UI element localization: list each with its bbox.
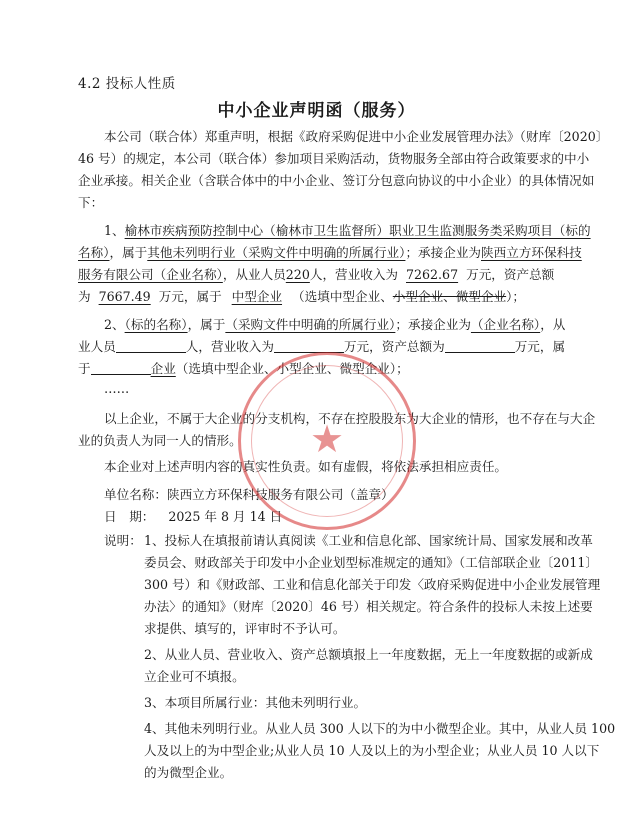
page-title: 中小企业声明函（服务）	[217, 101, 416, 121]
item1-line-1: 1、榆林市疾病预防控制中心（榆林市卫生监督所）职业卫生监测服务类采购项目（标的	[104, 223, 591, 238]
item2-line-3: 于 企业（选填中型企业、小型企业、微型企业）；	[78, 361, 409, 376]
project-name: 榆林市疾病预防控制中心（榆林市卫生监督所）职业卫生监测服务类采购项目（标的	[124, 223, 591, 238]
item1-line-2: 名称），属于其他未列明行业（采购文件中明确的所属行业）；承接企业为陕西立方环保科技	[78, 245, 582, 260]
blank-staff	[116, 338, 186, 353]
item1-line-4: 为 7667.49 万元，属于 中型企业 （选填中型企业、小型企业、微型企业）；	[78, 289, 526, 304]
intro-line-2: 46 号）的规定，本公司（联合体）参加项目采购活动，货物服务全部由符合政策要求的中小	[78, 151, 590, 166]
intro-line-4: 下：	[78, 195, 104, 210]
note1-line-5: 求提供、填写的，评审时不予认可。	[144, 621, 346, 636]
revenue-value: 7262.67	[406, 267, 459, 282]
intro-line-3: 企业承接。相关企业（含联合体中的中小企业、签订分包意向协议的中小企业）的具体情况如	[78, 173, 595, 188]
para-large-line-2: 业的负责人为同一人的情形。	[78, 433, 242, 448]
note4-line-3: 的为微型企业。	[144, 765, 233, 780]
industry-value: 其他未列明行业（采购文件中明确的所属行业）	[147, 245, 406, 260]
notes-label: 说明：	[104, 533, 142, 548]
note3: 3、本项目所属行业：其他未列明行业。	[144, 695, 367, 710]
note1-line-1: 1、投标人在填报前请认真阅读《工业和信息化部、国家统计局、国家发展和改革	[144, 533, 593, 548]
date-line: 日 期： 2025 年 8 月 14 日	[104, 509, 283, 524]
intro-line-1: 本公司（联合体）郑重声明，根据《政府采购促进中小企业发展管理办法》（财库〔2020〕	[104, 129, 609, 144]
ellipsis: ……	[104, 381, 130, 396]
unit-name-line: 单位名称：陕西立方环保科技服务有限公司（盖章）	[104, 487, 394, 502]
note1-line-2: 委员会、财政部关于印发中小企业划型标准规定的通知》（工信部联企业〔2011〕	[144, 555, 598, 570]
note4-line-1: 4、其他未列明行业。从业人员 300 人以下的为中小微型企业。其中，从业人员 100	[144, 721, 616, 736]
note2-line-2: 立企业可不填报。	[144, 669, 245, 684]
blank-assets	[445, 338, 515, 353]
note2-line-1: 2、从业人员、营业收入、资产总额填报上一年度数据，无上一年度数据的或新成	[144, 647, 593, 662]
para-large-line-1: 以上企业，不属于大企业的分支机构，不存在控股股东为大企业的情形，也不存在与大企	[104, 411, 596, 426]
seal-star-icon: ★	[309, 417, 345, 461]
para-truth: 本企业对上述声明内容的真实性负责。如有虚假，将依法承担相应责任。	[104, 459, 507, 474]
enterprise-type: 中型企业	[231, 289, 283, 304]
note1-line-4: 办法〉的通知》（财库〔2020〕46 号）相关规定。符合条件的投标人未按上述要	[144, 599, 593, 614]
note4-line-2: 人及以上的为中型企业;从业人员 10 人及以上的为小型企业；从业人员 10 人以下	[144, 743, 600, 758]
staff-count: 220	[285, 267, 310, 282]
company-name: 陕西立方环保科技	[481, 245, 582, 260]
assets-value: 7667.49	[98, 289, 151, 304]
note1-line-3: 300 号）和《财政部、工业和信息化部关于印发〈政府采购促进中小企业发展管理	[144, 577, 601, 592]
blank-revenue	[274, 338, 344, 353]
item2-line-2: 业人员 人，营业收入为 万元，资产总额为 万元，属	[78, 339, 566, 354]
item1-line-3: 服务有限公司（企业名称），从业人员220人，营业收入为 7262.67 万元，资产总额	[78, 267, 555, 282]
blank-type	[91, 360, 151, 375]
item2-line-1: 2、（标的名称），属于（采购文件中明确的所属行业）；承接企业为（企业名称），从	[104, 317, 566, 332]
section-heading: 4.2 投标人性质	[78, 76, 176, 92]
